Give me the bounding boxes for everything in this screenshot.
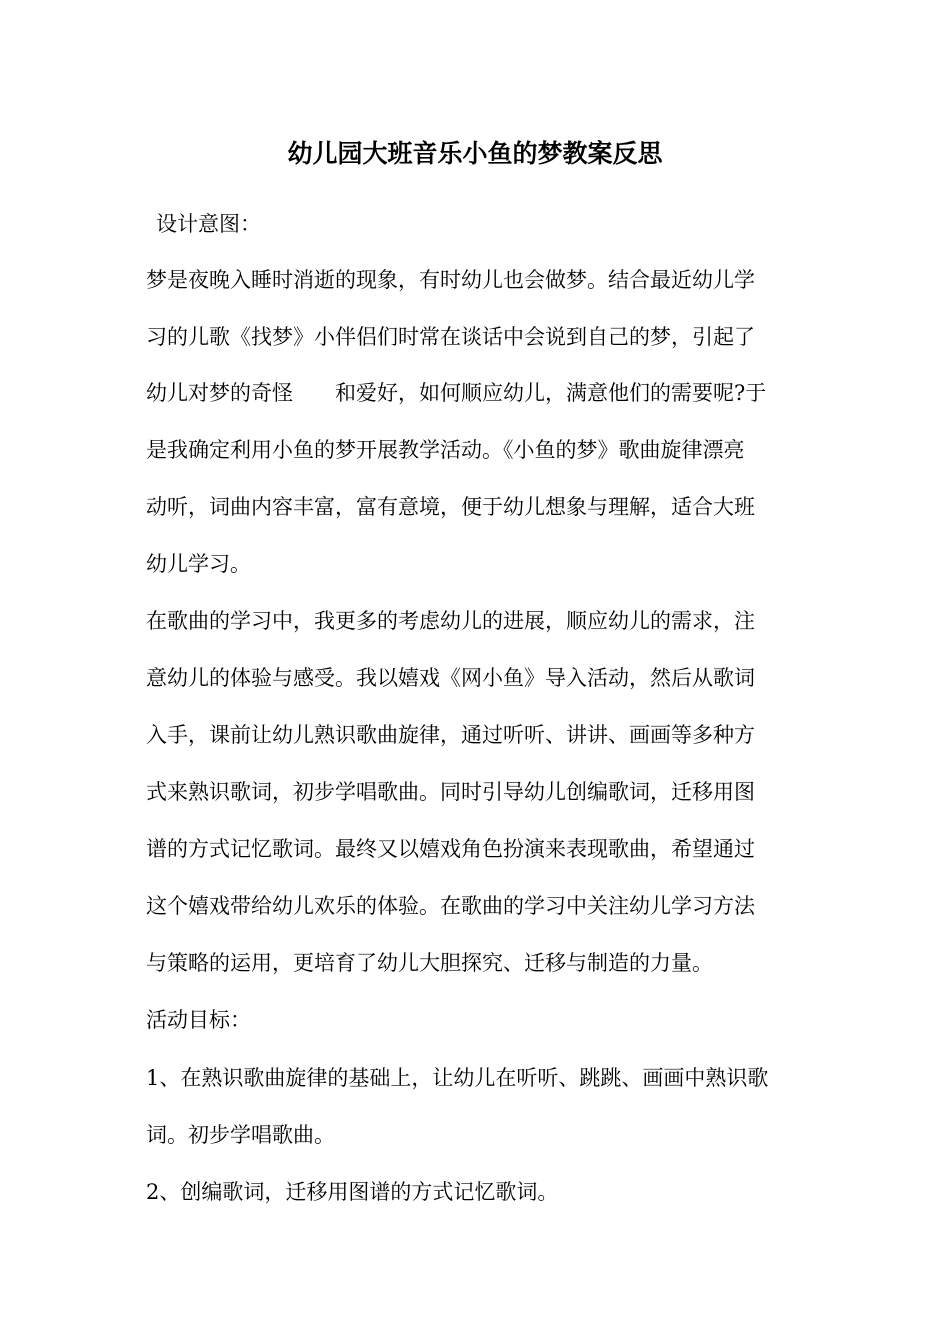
document-title: 幼儿园大班音乐小鱼的梦教案反思 bbox=[287, 139, 663, 168]
paragraph-line: 梦是夜晚入睡时消逝的现象，有时幼儿也会做梦。结合最近幼儿学 bbox=[146, 268, 755, 292]
paragraph-line: 意幼儿的体验与感受。我以嬉戏《网小鱼》导入活动，然后从歌词 bbox=[146, 666, 755, 690]
list-item-line: 1、在熟识歌曲旋律的基础上，让幼儿在听听、跳跳、画画中熟识歌 bbox=[146, 1066, 769, 1090]
section-heading-activity-goals: 活动目标： bbox=[146, 1008, 251, 1032]
paragraph-line: 入手，课前让幼儿熟识歌曲旋律，通过听听、讲讲、画画等多种方 bbox=[146, 723, 755, 747]
paragraph-line: 是我确定利用小鱼的梦开展教学活动。《小鱼的梦》歌曲旋律漂亮 bbox=[146, 438, 745, 462]
paragraph-line: 谱的方式记忆歌词。最终又以嬉戏角色扮演来表现歌曲，希望通过 bbox=[146, 837, 755, 861]
list-item-line: 词。初步学唱歌曲。 bbox=[146, 1123, 335, 1147]
paragraph-line: 幼儿学习。 bbox=[146, 552, 251, 576]
paragraph-line: 在歌曲的学习中，我更多的考虑幼儿的进展，顺应幼儿的需求，注 bbox=[146, 609, 755, 633]
list-item-line: 2、创编歌词，迁移用图谱的方式记忆歌词。 bbox=[146, 1180, 559, 1204]
paragraph-line: 与策略的运用，更培育了幼儿大胆探究、迁移与制造的力量。 bbox=[146, 951, 713, 975]
paragraph-line: 幼儿对梦的奇怪 和爱好，如何顺应幼儿，满意他们的需要呢?于 bbox=[146, 381, 767, 405]
paragraph-line: 习的儿歌《找梦》小伴侣们时常在谈话中会说到自己的梦，引起了 bbox=[146, 325, 755, 349]
paragraph-line: 这个嬉戏带给幼儿欢乐的体验。在歌曲的学习中关注幼儿学习方法 bbox=[146, 894, 755, 918]
paragraph-line: 式来熟识歌词，初步学唱歌曲。同时引导幼儿创编歌词，迁移用图 bbox=[146, 780, 755, 804]
section-heading-design-intent: 设计意图： bbox=[156, 212, 261, 236]
paragraph-line: 动听，词曲内容丰富，富有意境，便于幼儿想象与理解，适合大班 bbox=[146, 495, 755, 519]
